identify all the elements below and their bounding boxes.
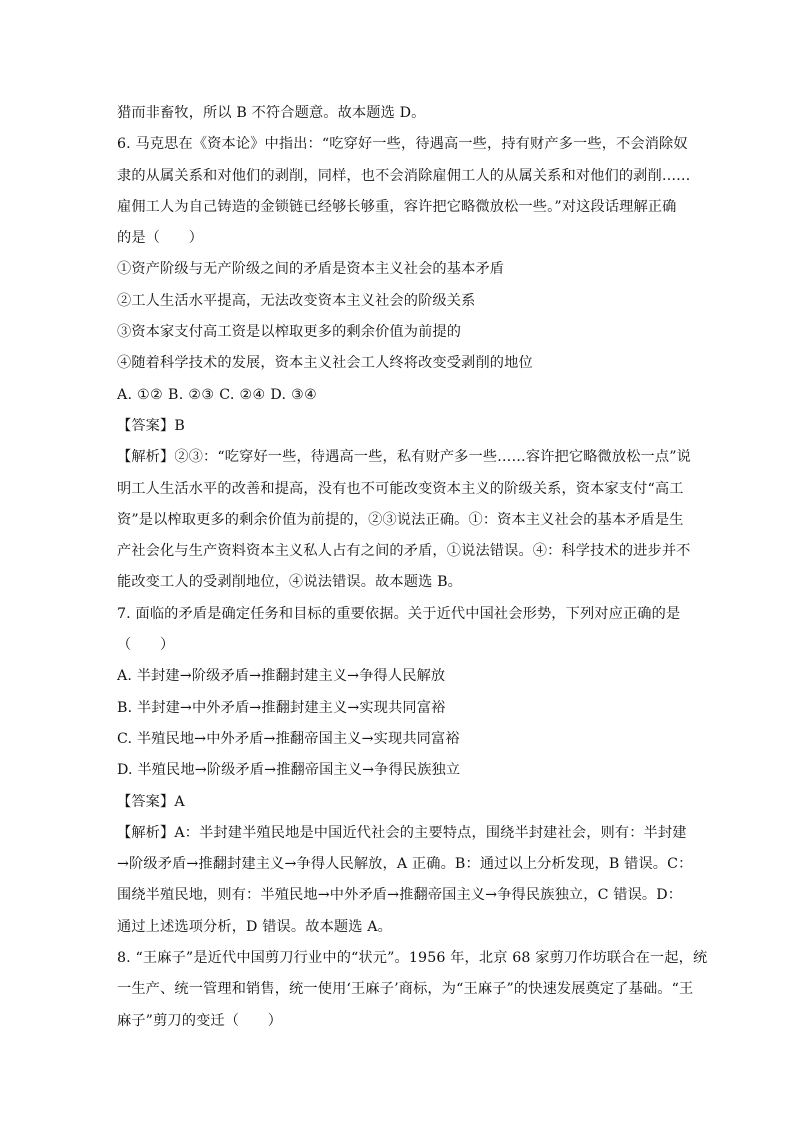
question-7-explanation-line-2: →阶级矛盾→推翻封建主义→争得人民解放，A 正确。B：通过以上分析发现，B 错误。C： [117, 856, 693, 873]
question-7-option-d: D. 半殖民地→阶级矛盾→推翻帝国主义→争得民族独立 [117, 762, 461, 779]
question-8-stem-line-2: 一生产、统一管理和销售，统一使用‘王麻子’商标，为“王麻子”的快速发展奠定了基础。“王 [117, 981, 694, 998]
question-6-answer: 【答案】B [117, 417, 185, 434]
question-6-explanation-line-1: 【解析】②③：“吃穿好一些，待遇高一些，私有财产多一些……容许把它略微放松一点”说 [117, 449, 691, 466]
question-7-option-c: C. 半殖民地→中外矛盾→推翻帝国主义→实现共同富裕 [117, 730, 460, 747]
question-7-explanation-line-1: 【解析】A：半封建半殖民地是中国近代社会的主要特点，围绕半封建社会，则有：半封建 [117, 824, 687, 841]
question-6-statement-1: ①资产阶级与无产阶级之间的矛盾是资本主义社会的基本矛盾 [117, 261, 505, 278]
question-7-option-b: B. 半封建→中外矛盾→推翻封建主义→实现共同富裕 [117, 699, 446, 716]
question-7-answer: 【答案】A [117, 793, 185, 810]
question-7-explanation-line-3: 围绕半殖民地，则有：半殖民地→中外矛盾→推翻帝国主义→争得民族独立，C 错误。D： [117, 887, 683, 904]
question-7-explanation-line-4: 通过上述选项分析，D 错误。故本题选 A。 [117, 918, 392, 935]
question-7-option-a: A. 半封建→阶级矛盾→推翻封建主义→争得人民解放 [117, 668, 446, 685]
question-6-statement-4: ④随着科学技术的发展，资本主义社会工人终将改变受剥削的地位 [117, 355, 533, 372]
question-6-explanation-line-2: 明工人生活水平的改善和提高，没有也不可能改变资本主义的阶级关系，资本家支付“高工 [117, 480, 684, 497]
question-7-stem-line-2: （ ） [117, 637, 175, 654]
question-6-stem-line-4: 的是（ ） [117, 230, 204, 247]
question-7-stem-line-1: 7. 面临的矛盾是确定任务和目标的重要依据。关于近代中国社会形势，下列对应正确的是 [117, 605, 681, 622]
question-6-stem-line-3: 雇佣工人为自己铸造的金锁链已经够长够重，容许把它略微放松一些。”对这段话理解正确 [117, 198, 677, 215]
question-6-explanation-line-3: 资”是以榨取更多的剩余价值为前提的，②③说法正确。①：资本主义社会的基本矛盾是生 [117, 511, 684, 528]
question-6-options: A. ①② B. ②③ C. ②④ D. ③④ [117, 386, 318, 403]
document-body [117, 98, 708, 1037]
question-6-explanation-line-4: 产社会化与生产资料资本主义私人占有之间的矛盾，①说法错误。④：科学技术的进步并不 [117, 543, 691, 560]
question-6-explanation-line-5: 能改变工人的受剥削地位，④说法错误。故本题选 B。 [117, 574, 462, 591]
question-6-stem-line-2: 隶的从属关系和对他们的剥削，同样，也不会消除雇佣工人的从属关系和对他们的剥削…… [117, 167, 691, 184]
question-8-stem-line-1: 8. “王麻子”是近代中国剪刀行业中的“状元”。1956 年，北京 68 家剪刀作坊联合在一起，统 [117, 950, 708, 967]
text-line-prev-explanation-end: 猎而非畜牧，所以 B 不符合题意。故本题选 D。 [117, 105, 426, 121]
question-6-stem-line-1: 6. 马克思在《资本论》中指出：“吃穿好一些，待遇高一些，持有财产多一些，不会消除奴 [117, 136, 688, 153]
question-8-stem-line-3: 麻子”剪刀的变迁（ ） [117, 1012, 283, 1029]
question-6-statement-2: ②工人生活水平提高，无法改变资本主义社会的阶级关系 [117, 292, 476, 309]
question-6-statement-3: ③资本家支付高工资是以榨取更多的剩余价值为前提的 [117, 324, 462, 341]
